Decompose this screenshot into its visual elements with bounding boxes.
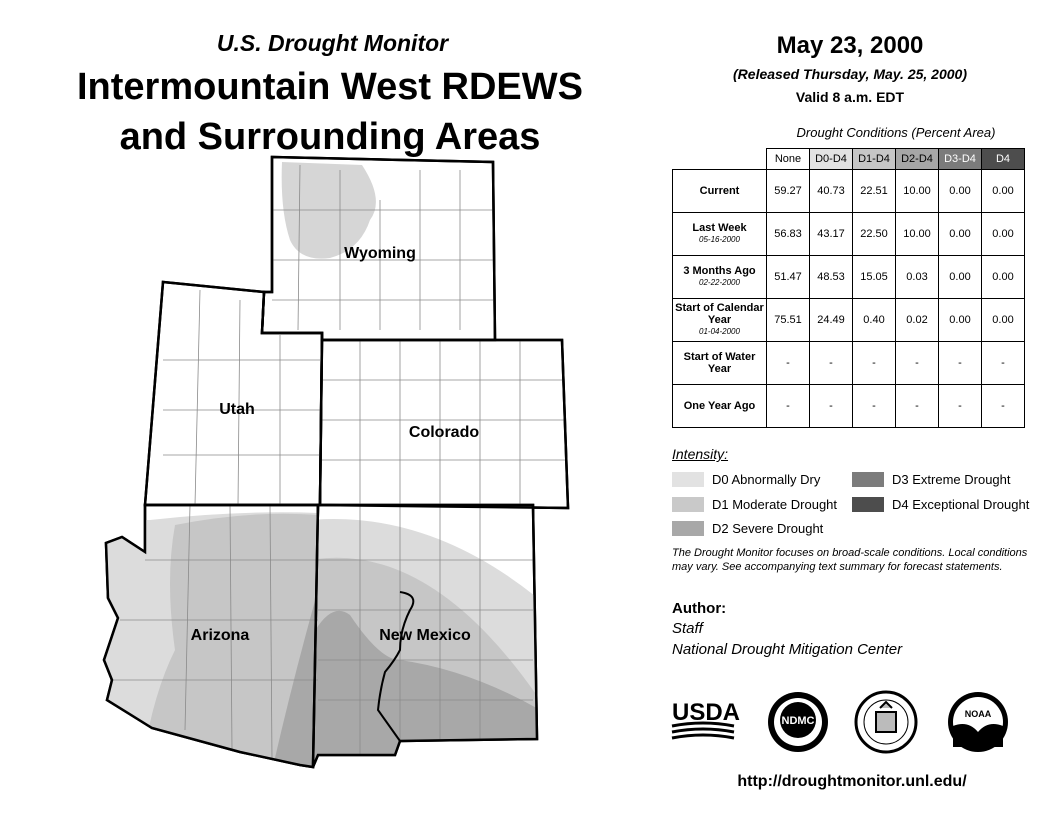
table-cell: - [982, 342, 1025, 385]
row-label: 3 Months Ago 02-22-2000 [673, 256, 767, 299]
table-cell: 0.00 [939, 299, 982, 342]
logos-row [668, 690, 1038, 760]
commerce-seal-logo [856, 692, 916, 752]
svg-text:USDA: USDA [672, 699, 741, 726]
table-cell: 22.51 [853, 170, 896, 213]
col-header-none: None [767, 149, 810, 170]
ndmc-logo [768, 692, 828, 752]
map-date: May 23, 2000 [776, 32, 924, 59]
legend-item-d4 [852, 497, 1029, 512]
author-organization: National Drought Mitigation Center [672, 641, 903, 658]
table-cell: 0.02 [896, 299, 939, 342]
row-label: Last Week 05-16-2000 [673, 213, 767, 256]
row-sublabel: 01-04-2000 [699, 327, 740, 336]
table-cell: 15.05 [853, 256, 896, 299]
state-label-new-mexico: New Mexico [379, 627, 471, 644]
map-title-line2: and Surrounding Areas [119, 116, 541, 158]
row-sublabel: 02-22-2000 [699, 278, 740, 287]
row-label: Start of Water Year [673, 342, 767, 385]
col-header-d1-d4: D1-D4 [853, 149, 896, 170]
row-label: Current [673, 170, 767, 213]
state-label-arizona: Arizona [190, 627, 250, 644]
col-header-d4: D4 [982, 149, 1025, 170]
table-row [673, 170, 1025, 213]
table-header-row [673, 149, 1025, 170]
table-cell: 0.40 [853, 299, 896, 342]
table-caption: Drought Conditions (Percent Area) [796, 125, 996, 140]
table-row [673, 385, 1025, 428]
legend-label-d4: D4 Exceptional Drought [892, 497, 1030, 512]
noaa-logo [948, 692, 1008, 752]
table-cell: - [939, 342, 982, 385]
table-cell: 75.51 [767, 299, 810, 342]
table-cell: 0.03 [896, 256, 939, 299]
table-cell: - [810, 385, 853, 428]
table-row [673, 299, 1025, 342]
table-cell: - [853, 385, 896, 428]
table-cell: - [939, 385, 982, 428]
legend-label-d1: D1 Moderate Drought [712, 497, 838, 512]
table-cell: 0.00 [939, 170, 982, 213]
table-cell: - [853, 342, 896, 385]
author-name: Staff [672, 620, 703, 637]
drought-conditions-table [672, 148, 1025, 428]
legend-title: Intensity: [672, 446, 729, 462]
disclaimer-note: The Drought Monitor focuses on broad-scale conditions. Local conditions may vary. See accompanying text summary for forecast statements. [672, 547, 1028, 573]
legend-item-d3 [852, 472, 1011, 487]
svg-text:NDMC: NDMC [781, 715, 815, 727]
table-cell: - [810, 342, 853, 385]
row-sublabel: 05-16-2000 [699, 235, 740, 244]
col-header-d3-d4: D3-D4 [939, 149, 982, 170]
legend-item-d2 [672, 521, 823, 536]
col-header-d2-d4: D2-D4 [896, 149, 939, 170]
legend-label-d0: D0 Abnormally Dry [712, 472, 821, 487]
table-cell: 0.00 [982, 213, 1025, 256]
state-label-utah: Utah [219, 401, 255, 418]
legend-swatch-d0 [672, 472, 704, 487]
table-cell: 10.00 [896, 213, 939, 256]
legend-swatch-d2 [672, 521, 704, 536]
author-label: Author: [672, 600, 727, 617]
legend-label-d2: D2 Severe Drought [712, 521, 824, 536]
legend-swatch-d3 [852, 472, 884, 487]
table-cell: - [767, 385, 810, 428]
table-row [673, 342, 1025, 385]
table-cell: - [982, 385, 1025, 428]
table-cell: - [896, 342, 939, 385]
table-row [673, 256, 1025, 299]
map-title-line1: Intermountain West RDEWS [77, 66, 583, 108]
table-cell: 51.47 [767, 256, 810, 299]
table-cell: 40.73 [810, 170, 853, 213]
legend-swatch-d1 [672, 497, 704, 512]
table-cell: - [767, 342, 810, 385]
usda-logo [672, 699, 740, 738]
state-label-wyoming: Wyoming [344, 245, 416, 262]
legend-swatch-d4 [852, 497, 884, 512]
table-corner [673, 149, 767, 170]
legend-item-d0 [672, 472, 820, 487]
table-cell: 0.00 [939, 256, 982, 299]
col-header-d0-d4: D0-D4 [810, 149, 853, 170]
valid-time: Valid 8 a.m. EDT [795, 89, 905, 105]
row-label: One Year Ago [673, 385, 767, 428]
row-label: Start of Calendar Year 01-04-2000 [673, 299, 767, 342]
svg-text:NOAA: NOAA [964, 709, 992, 719]
table-cell: - [896, 385, 939, 428]
table-cell: 0.00 [982, 170, 1025, 213]
table-cell: 59.27 [767, 170, 810, 213]
table-cell: 10.00 [896, 170, 939, 213]
website-url[interactable]: http://droughtmonitor.unl.edu/ [737, 773, 967, 790]
table-cell: 0.00 [982, 299, 1025, 342]
table-cell: 43.17 [810, 213, 853, 256]
table-cell: 0.00 [982, 256, 1025, 299]
table-cell: 24.49 [810, 299, 853, 342]
legend-label-d3: D3 Extreme Drought [892, 472, 1011, 487]
state-label-colorado: Colorado [408, 424, 480, 441]
map-subtitle: U.S. Drought Monitor [216, 30, 449, 56]
legend-item-d1 [672, 497, 837, 512]
table-cell: 56.83 [767, 213, 810, 256]
table-cell: 48.53 [810, 256, 853, 299]
table-row [673, 213, 1025, 256]
release-date: (Released Thursday, May. 25, 2000) [733, 66, 967, 82]
table-cell: 0.00 [939, 213, 982, 256]
table-cell: 22.50 [853, 213, 896, 256]
